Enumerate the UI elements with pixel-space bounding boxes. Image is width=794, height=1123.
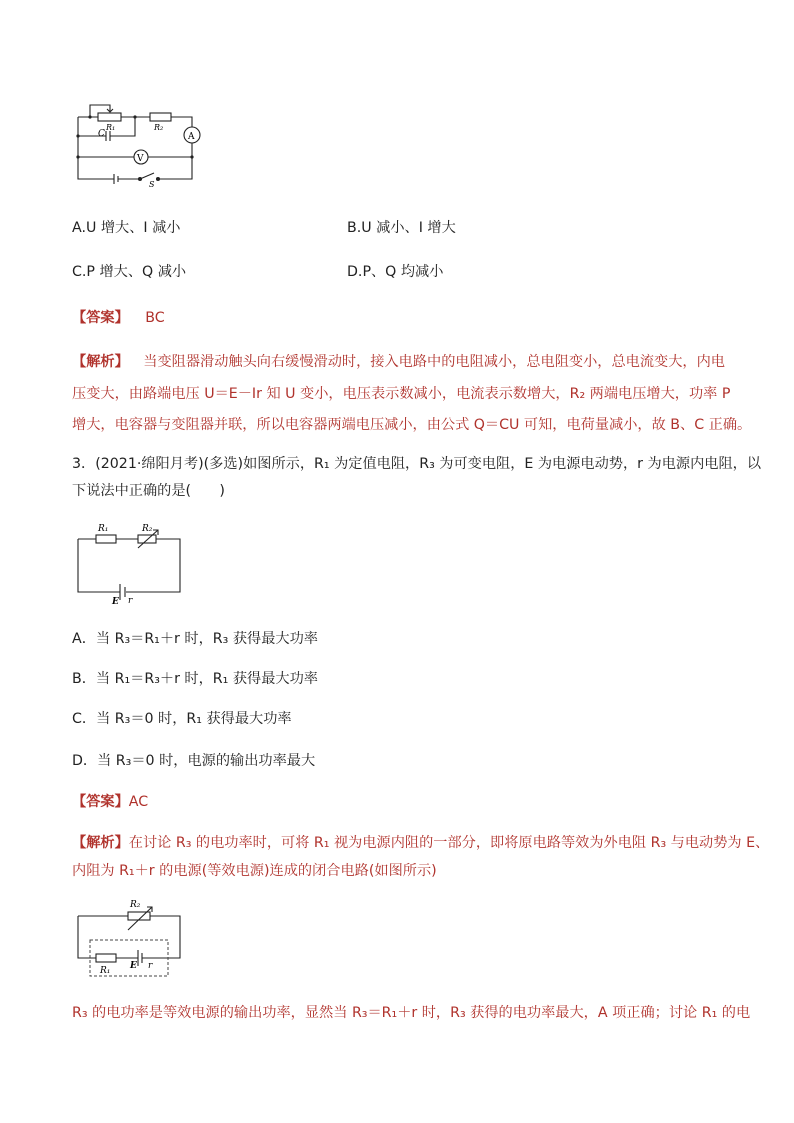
option-b: B．当 R₁＝R₃＋r 时，R₁ 获得最大功率 <box>72 671 318 687</box>
answer-value: AC <box>128 794 149 810</box>
answer-row-2 <box>72 792 148 812</box>
analysis-text: 当变阻器滑动触头向右缓慢滑动时，接入电路中的电阻减小，总电阻变小，总电流变大，内电 <box>143 354 725 370</box>
label-r2: R₂ <box>130 900 141 910</box>
circuit-diagram-2 <box>72 520 184 606</box>
answer-label: 【答案】 <box>72 310 129 326</box>
analysis-text: R₃ 的电功率是等效电源的输出功率，显然当 R₃＝R₁＋r 时，R₃ 获得的电功率最大，A 项正确；讨论 R₁ 的电 <box>72 1005 751 1021</box>
label-ammeter: A <box>188 132 195 142</box>
label-switch: S <box>149 180 155 188</box>
label-r1: R₁ <box>98 524 109 534</box>
label-e: E <box>112 597 119 606</box>
answer-row-1 <box>72 308 165 328</box>
analysis-label: 【解析】 <box>72 835 129 851</box>
analysis-text: 压变大，由路端电压 U＝E－Ir 知 U 变小，电压表示数减小，电流表示数增大，R₂ 两端电压增大，功率 P <box>72 386 731 402</box>
question-stem: 3．(2021·绵阳月考)(多选)如图所示，R₁ 为定值电阻，R₃ 为可变电阻，E 为电源电动势，r 为电源内电阻，以 <box>72 456 762 472</box>
label-c: C <box>98 129 105 139</box>
label-e: E <box>130 961 137 971</box>
analysis-text: 在讨论 R₃ 的电功率时，可将 R₁ 视为电源内阻的一部分，即将原电路等效为外电阻 R₃ 与电动势为 E、 <box>128 835 770 851</box>
answer-label: 【答案】 <box>72 794 129 810</box>
option-a: A.U 增大、I 减小 <box>72 220 181 236</box>
label-r1: R₁ <box>106 123 116 132</box>
option-a: A．当 R₃＝R₁＋r 时，R₃ 获得最大功率 <box>72 631 318 647</box>
label-r2: R₂ <box>154 123 164 132</box>
equivalent-circuit-diagram <box>72 896 184 980</box>
analysis-row-2 <box>72 833 769 853</box>
circuit-diagram-1 <box>70 100 210 188</box>
analysis-row-1 <box>72 352 725 372</box>
analysis-text: 内阻为 R₁＋r 的电源(等效电源)连成的闭合电路(如图所示) <box>72 863 437 879</box>
analysis-text: 增大，电容器与变阻器并联，所以电容器两端电压减小，由公式 Q＝CU 可知，电荷量减小，故 B、C 正确。 <box>72 417 752 433</box>
answer-value: BC <box>145 310 165 326</box>
option-c: C．当 R₃＝0 时，R₁ 获得最大功率 <box>72 711 292 727</box>
label-voltmeter: V <box>137 154 144 164</box>
label-r2: R₂ <box>142 524 153 534</box>
option-d: D.P、Q 均减小 <box>347 264 444 280</box>
question-stem: 下说法中正确的是( ) <box>72 483 225 499</box>
label-r: r <box>128 596 133 606</box>
option-d: D．当 R₃＝0 时，电源的输出功率最大 <box>72 753 316 769</box>
option-c: C.P 增大、Q 减小 <box>72 264 187 280</box>
label-r: r <box>148 961 153 971</box>
label-r1: R₁ <box>100 966 111 976</box>
option-b: B.U 减小、I 增大 <box>347 220 456 236</box>
analysis-label: 【解析】 <box>72 354 129 370</box>
